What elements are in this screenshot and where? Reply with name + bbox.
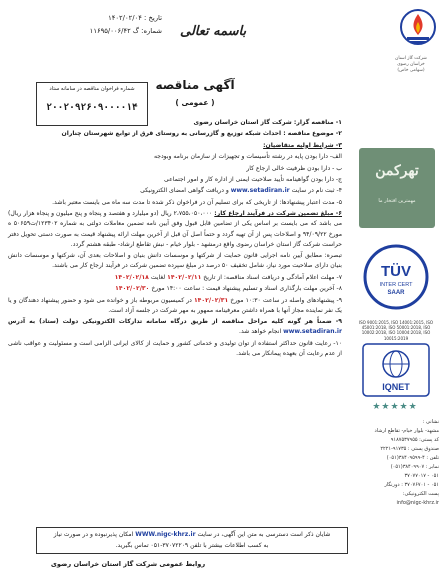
letter-meta — [12, 12, 162, 38]
condition-b: ب - دارا بودن ظرفیت خالی ارجاع کار — [246, 164, 342, 172]
condition-c: ج- دارا بودن گواهینامه تأیید صلاحیت ایمنی از اداره کار و امور اجتماعی — [164, 175, 342, 183]
tender-code-label: شماره فراخوان مناقصه در سامانه ستاد — [49, 86, 135, 92]
address-line: ۰۵۱ - ۳۷۰۷۷۰۱۷ — [404, 473, 439, 479]
address-line[interactable]: info@nigc-khrz.ir — [396, 500, 439, 506]
company-name — [381, 56, 441, 74]
address-line: مشهد- بلوار خیام- تقاطع ارشاد — [374, 428, 439, 434]
public-relations-sign: روابط عمومی شرکت گاز استان خراسان رضوی — [50, 560, 206, 568]
besmeh-title: باسمه تعالی — [180, 24, 247, 39]
item-opening: ۹- پیشنهادهای واصله در ساعت ۱۰:۳۰ مورخ ۱۴۰۲/۰۲/۳۱ در کمیسیون مربوطه باز و خوانده می شود و حضور پیشنهاد دهندگان و یا یک نفر نماینده مجاز آنها با همراه داشتن معرفینامه ممهور به مهر شرکت در جلسه آزاد است. — [8, 296, 343, 314]
tourism-badge-sub: مهمترین افتخار ما — [378, 198, 416, 204]
item-setad: ۹- ضمناً هر گونه کلیه مراحل مناقصه از طریق درگاه سامانه تدارکات الکترونیکی دولت (ستاد) به آدرس www.setadiran.ir انجام خواهد شد. — [8, 318, 342, 336]
iqnet-logo — [361, 342, 431, 398]
tourism-badge — [359, 148, 435, 228]
tuv-cert-text: INTER CERT — [379, 282, 413, 288]
tourism-badge-title: تهرکمن — [375, 163, 419, 179]
rating-stars: ★★★★★ — [372, 402, 418, 412]
notice-title: آگهی مناقصه — [155, 78, 235, 92]
footer-box — [36, 527, 348, 554]
address-line: نمابر : ۳۸۴۰۹۹۰۷(۰۵۱) — [390, 464, 439, 470]
tuv-main-text: TÜV — [381, 263, 411, 280]
notice-body — [8, 118, 342, 360]
iso-list: ISO 9001:2015, ISO 14001:2015, ISO 45001:2018, ISO 50001:2018, ISO 10002:2018, ISO 10004:2018, ISO 10015:2019 — [358, 320, 434, 341]
item-validity: ۵- مدت اعتبار پیشنهادها: از تاریخی که برای تسلیم آن در فراخوان ذکر شده تا مدت سه ماه می بایست معتبر باشد. — [52, 198, 342, 206]
company-line-2: خراسان رضوی — [397, 62, 425, 67]
tender-code-number: ۲۰۰۲۰۹۲۶۰۹۰۰۰۰۱۴ — [46, 102, 138, 113]
item-1: ۱- مناقصه گزار: شرکت گاز استان خراسان رضوی — [193, 119, 342, 126]
tuv-saar-text: SAAR — [387, 290, 405, 296]
setad-link-2[interactable]: www.setadiran.ir — [283, 328, 342, 336]
item-3: ۳- شرایط اولیه متقاضیان: — [263, 141, 342, 149]
address-line: تلفن : ۴-۳۸۴۰۹۵۹۹(۰۵۱) — [386, 455, 439, 461]
tuv-logo — [363, 244, 429, 310]
company-line-1: شرکت گاز استان — [395, 56, 427, 61]
gas-company-logo — [397, 5, 439, 63]
notice-subtitle: ( عمومی ) — [175, 98, 215, 107]
company-address — [345, 418, 439, 508]
footer-box-line-2: به کسب اطلاعات بیشتر با تلفن ۳۷۰۷۲۲۰۹-۰۵۱ تماس بگیرید. — [115, 542, 269, 549]
address-line: پست الکترونیکی: — [402, 491, 439, 497]
condition-a: الف- دارا بودن پایه در رشته تأسیسات و تجهیزات از سازمان برنامه وبودجه — [153, 153, 342, 161]
item-2: ۲- موضوع مناقصه : احداث شبکه توزیع و گازرسانی به روستای قرق از توابع شهرستان چناران — [61, 130, 342, 138]
address-line: کد پستی: ۹۱۸۷۵۳۷۹۵۵ — [390, 437, 439, 443]
item-docs-deadline: ۷- مهلت اعلام آمادگی و دریافت اسناد مناقصه: از تاریخ ۱۴۰۲/۰۲/۱۱ لغایت ۱۴۰۲/۰۲/۱۸ — [114, 273, 342, 281]
item-10: ۱۰- رعایت قانون حداکثر استفاده از توان تولیدی و خدماتی کشور و حمایت از کالای ایرانی الزامی است و مسئولیت و عواقب ناشی از عدم رعایت آن بعهده پیمانکار می باشد. — [8, 339, 342, 357]
item-4: ۴- ثبت نام در سایت www.setadiran.ir و دریافت گواهی امضای الکترونیکی — [140, 187, 342, 195]
company-line-3: (سهامی خاص) — [397, 68, 425, 73]
address-line: ۰۵۱ - ۳۷۰۷۶۷۰۱ : دورنگار — [384, 482, 439, 488]
item-guarantee: ۶- مبلغ تضمین شرکت در فرآیند ارجاع کار: ۲،۷۵۵،۰۵۰،۰۰۰ ریال (دو میلیارد و هفتصد و پنجاه و پنج میلیون و پنجاه هزار ریال) می باشد که می بایست بر اساس یکی از تضامین قابل قبول وفق آیین نامه تضمین معاملات دولتی به شماره ۱۲۳۴۰۲/ت۵۰۶۵۹ ه مورخ ۹۴/۰۹/۲۲ و اصلاحات پس از آن تهیه گردد و حتماً اصل آن قبل از آخرین مهلت ارائه پیشنهاد قیمت به صورت دستی تحویل دفتر حراست شرکت گاز استان خراسان رضوی واقع درمشهد - بلوار خیام - نبش تقاطع ارشاد- طبقه هشتم گردد. — [8, 210, 342, 248]
address-line: صندوق پستی : ۹۱۷۳۵-۲۲۲۱ — [380, 446, 439, 452]
address-line: نشانی : — [422, 419, 439, 425]
nigc-link[interactable]: WWW.nigc-khrz.ir — [135, 531, 196, 538]
item-bid-deadline: ۸- آخرین مهلت بارگذاری اسناد و تسلیم پیشنهاد قیمت : ساعت ۱۴:۰۰ مورخ ۱۴۰۲/۰۲/۳۰ — [115, 285, 342, 293]
iqnet-text: IQNET — [382, 382, 410, 392]
letter-number: شماره: گ ۱۱۶۹۵/۰۰۶/۴۲ — [89, 27, 162, 35]
note: تبصره: مطابق آیین نامه اجرایی قانون حمایت از شرکتها و موسسات دانش بنیان و اصلاحات بعدی آن، شرکتها و موسسات دانش بنیان دارای صلاحیت مورد نیاز، شامل تخفیف ۵۰ درصد در مبلغ سپرده تضمین شرکت در فرآیند ارجاع کار می باشند. — [8, 252, 342, 270]
setad-link[interactable]: www.setadiran.ir — [230, 187, 290, 195]
footer-box-line-1: شایان ذکر است دسترسی به متن این آگهی، در سایت WWW.nigc-khrz.ir امکان پذیرنبوده و در صورت نیاز — [53, 531, 331, 538]
letter-date: تاریخ : ۱۴۰۲/۰۲/۰۴ — [108, 14, 162, 22]
